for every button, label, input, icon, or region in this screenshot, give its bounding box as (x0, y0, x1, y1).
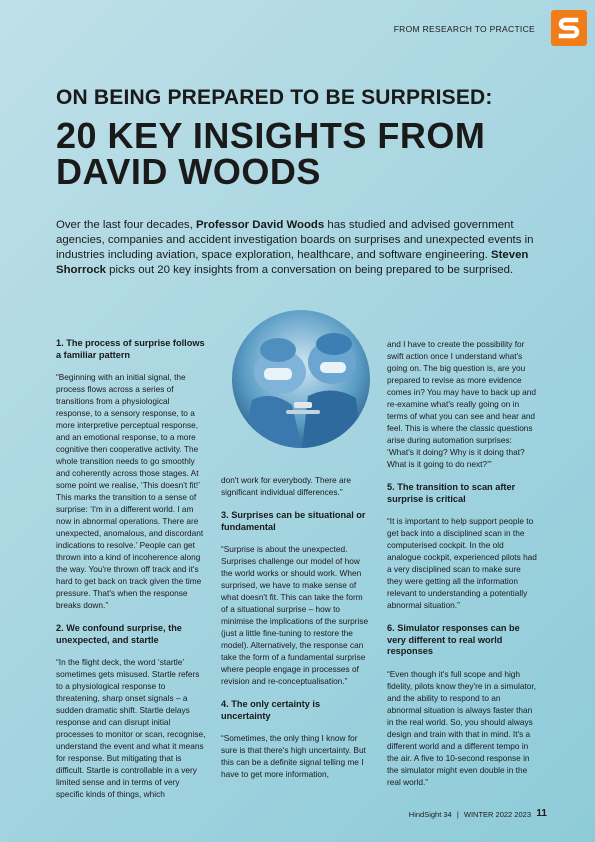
skybrary-logo (551, 10, 587, 46)
insight-heading-3: 3. Surprises can be situational or fundamental (221, 510, 366, 532)
insight-body-2: “In the flight deck, the word ‘startle’ sometimes gets misused. Startle refers to a physiological response to threatening, sharp onset signals – a sudden dramatic shift. Startle delays response and can disrupt initial processes to monitor or scan, recognise, understand the event and what it means for response. But mitigating that is difficult. Startle is controllable in a very limited sense and in terms of very specific kinds of things, which (56, 657, 206, 799)
insight-heading-1: 1. The process of surprise follows a familiar pattern (56, 338, 205, 360)
insight-body-5: “It is important to help support people to get back into a disciplined scan in the computerised cockpit. In the old analogue cockpit, experienced pilots had a very disciplined scan to make sure they were getting all the information relevant to understanding a potentially abnormal situation.” (387, 516, 537, 610)
insight-body-2-cont: don't work for everybody. There are significant individual differences.” (221, 475, 351, 497)
section-label: FROM RESEARCH TO PRACTICE (393, 24, 535, 34)
insight-body-4: “Sometimes, the only thing I know for sure is that there's high uncertainty. But this can be a definite signal telling me I have to get more information, (221, 733, 366, 779)
page-title: 20 KEY INSIGHTS FROM DAVID WOODS (56, 115, 486, 192)
insight-heading-2: 2. We confound surprise, the unexpected, and startle (56, 623, 182, 645)
surgeons-photo (232, 310, 370, 448)
intro-paragraph: Over the last four decades, Professor David Woods has studied and advised government agencies, companies and accident investigation boards on surprises and unexpected events in industries including aviation, space exploration, healthcare, and software engineering. Steven Shorrock picks out 20 key insights from a conversation on being prepared to be surprised. (56, 219, 534, 276)
insight-body-3: “Surprise is about the unexpected. Surprises challenge our model of how the world works or should work. When surprised, we have to make sense of what doesn't fit. This can take the form of a situational surprise – how to minimise the implications of the surprise (just a little fine-tuning to restore the model). Alternatively, the response can take the form of a fundamental surprise where people engage in processes of revision and re-conceptualisation.” (221, 544, 369, 686)
column-2 (221, 474, 371, 792)
intro-name-woods: Professor David Woods (195, 219, 325, 231)
insight-heading-5: 5. The transition to scan after surprise is critical (387, 482, 516, 504)
intro-name-author: Steven Shorrock (56, 249, 529, 276)
page-number: 11 (536, 808, 547, 819)
column-1 (56, 338, 206, 812)
insight-body-6: “Even though it's full scope and high fidelity, pilots know they're in a simulator, and the ability to respond to an abnormal situation is always faster than in the real world. So, you should always design and train with that in mind. It's a different world and a different tempo in the air. A five to 10-second response in the simulator might even double in the real world.” (387, 668, 536, 787)
insight-body-4-cont: and I have to create the possibility for swift action once I understand what's going on. The big question is, are you prepared to revise as more evidence comes in? You may have to back up and re-examine what's really going on in terms of what you can see and hear and feel. This is where the classic questions arise during automation surprises: ‘What's it doing? Why is it doing that? What is it going to do next?’” (387, 339, 536, 469)
insight-body-1: “Beginning with an initial signal, the process flows across a series of transitions from a physiological response, to a sensory response, to a more interpretive perceptual response, and an emotional response, to a more cognitive then cooperative activity. The whole transition needs to go smoothly and coherently across those stages. At some point we realise, ‘This doesn't fit!’ This marks the transition to a sense of surprise: ‘I'm in a different world. I am now in abnormal operations. There are unexpected, anomalous, and discordant indications to resolve.’ People can get thrown into a kind of incoherence along the way. You're thrown off track and it's hard to get back on track given the time pressure. That's when the response breaks down.” (56, 372, 204, 610)
insight-heading-6: 6. Simulator responses can be very different to real world responses (387, 623, 520, 656)
footer-publication: HindSight 34 | WINTER 2022 2023 (408, 810, 531, 819)
column-3 (387, 338, 537, 800)
s-logo-icon (555, 14, 583, 42)
headline-kicker: ON BEING PREPARED TO BE SURPRISED: (56, 86, 493, 109)
insight-heading-4: 4. The only certainty is uncertainty (221, 699, 321, 721)
